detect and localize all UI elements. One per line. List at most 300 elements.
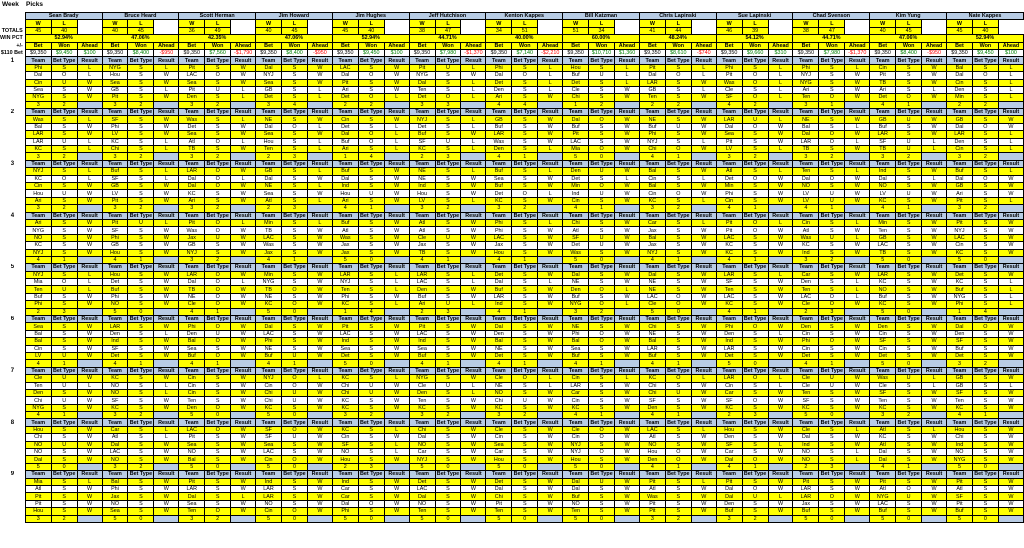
pick-bettype[interactable]: S (742, 338, 768, 345)
pick-bettype[interactable]: S (512, 426, 538, 433)
pick-result[interactable]: W (154, 123, 179, 130)
pick-team[interactable]: Det (332, 94, 358, 101)
pick-result[interactable]: W (768, 182, 793, 189)
pick-bettype[interactable]: S (205, 449, 231, 456)
pick-result[interactable]: W (615, 227, 640, 234)
pick-result[interactable]: L (768, 86, 793, 93)
pick-team[interactable]: Det (486, 352, 512, 359)
pick-result[interactable]: W (307, 434, 332, 441)
pick-bettype[interactable]: O (589, 426, 615, 433)
pick-team[interactable]: Pit (25, 493, 51, 500)
pick-result[interactable]: W (845, 493, 870, 500)
pick-bettype[interactable]: S (358, 271, 384, 278)
pick-result[interactable]: L (384, 271, 409, 278)
pick-result[interactable]: W (154, 293, 179, 300)
pick-bettype[interactable]: S (972, 382, 998, 389)
pick-team[interactable]: Ten (409, 397, 435, 404)
pick-result[interactable]: W (998, 478, 1023, 485)
pick-result[interactable]: W (768, 286, 793, 293)
pick-team[interactable]: LAC (793, 293, 819, 300)
pick-bettype[interactable]: S (665, 478, 691, 485)
pick-bettype[interactable]: O (819, 493, 845, 500)
pick-bettype[interactable]: S (281, 138, 307, 145)
pick-result[interactable]: W (307, 271, 332, 278)
pick-team[interactable]: Atl (256, 197, 282, 204)
pick-team[interactable]: TB (179, 146, 205, 153)
pick-result[interactable]: W (922, 330, 947, 337)
pick-result[interactable]: L (307, 197, 332, 204)
pick-result[interactable]: L (77, 279, 102, 286)
pick-result[interactable]: W (845, 249, 870, 256)
pick-team[interactable]: Den (102, 330, 128, 337)
pick-result[interactable]: W (615, 138, 640, 145)
pick-bettype[interactable]: S (896, 72, 922, 79)
pick-result[interactable]: W (384, 249, 409, 256)
pick-team[interactable]: Ari (25, 219, 51, 226)
pick-bettype[interactable]: S (972, 131, 998, 138)
pick-team[interactable]: Ari (332, 197, 358, 204)
pick-result[interactable]: W (845, 508, 870, 515)
pick-bettype[interactable]: S (281, 242, 307, 249)
pick-team[interactable]: Phi (102, 123, 128, 130)
pick-result[interactable]: L (615, 175, 640, 182)
pick-result[interactable]: W (922, 197, 947, 204)
pick-team[interactable]: Den (793, 279, 819, 286)
pick-bettype[interactable]: S (819, 389, 845, 396)
pick-bettype[interactable]: S (665, 382, 691, 389)
pick-team[interactable]: Cin (870, 330, 896, 337)
pick-team[interactable]: Buf (25, 293, 51, 300)
pick-result[interactable]: W (77, 197, 102, 204)
pick-team[interactable]: NE (256, 293, 282, 300)
pick-team[interactable]: NO (563, 500, 589, 507)
pick-team[interactable]: Jax (409, 242, 435, 249)
pick-result[interactable]: W (307, 441, 332, 448)
pick-bettype[interactable]: S (358, 434, 384, 441)
pick-result[interactable]: W (461, 486, 486, 493)
pick-team[interactable]: Phi (716, 190, 742, 197)
pick-result[interactable]: L (538, 79, 563, 86)
pick-team[interactable]: Buf (179, 352, 205, 359)
pick-result[interactable]: W (154, 249, 179, 256)
pick-bettype[interactable]: O (665, 301, 691, 308)
pick-result[interactable]: W (615, 293, 640, 300)
pick-result[interactable]: W (154, 449, 179, 456)
pick-bettype[interactable]: S (358, 249, 384, 256)
pick-bettype[interactable]: S (896, 249, 922, 256)
pick-team[interactable]: Den (716, 434, 742, 441)
pick-team[interactable]: LAR (716, 116, 742, 123)
pick-bettype[interactable]: S (51, 456, 77, 463)
pick-team[interactable]: LAR (716, 345, 742, 352)
pick-result[interactable]: W (384, 493, 409, 500)
pick-result[interactable]: W (154, 404, 179, 411)
pick-result[interactable]: W (691, 146, 716, 153)
pick-team[interactable]: SF (102, 227, 128, 234)
pick-bettype[interactable]: S (972, 182, 998, 189)
pick-result[interactable]: W (768, 456, 793, 463)
pick-result[interactable]: W (768, 190, 793, 197)
pick-result[interactable]: W (922, 64, 947, 71)
pick-team[interactable]: Ten (716, 286, 742, 293)
pick-result[interactable]: L (998, 94, 1023, 101)
pick-bettype[interactable]: U (51, 79, 77, 86)
pick-bettype[interactable]: S (896, 86, 922, 93)
pick-bettype[interactable]: S (205, 197, 231, 204)
pick-team[interactable]: Chi (332, 389, 358, 396)
pick-result[interactable]: W (615, 86, 640, 93)
pick-bettype[interactable]: S (435, 449, 461, 456)
pick-result[interactable]: W (538, 338, 563, 345)
pick-bettype[interactable]: S (512, 131, 538, 138)
pick-result[interactable]: W (768, 397, 793, 404)
pick-result[interactable]: W (461, 338, 486, 345)
pick-result[interactable]: W (154, 500, 179, 507)
pick-result[interactable]: W (77, 375, 102, 382)
pick-result[interactable]: W (615, 345, 640, 352)
pick-result[interactable]: W (922, 397, 947, 404)
pick-bettype[interactable]: S (281, 168, 307, 175)
pick-result[interactable]: W (845, 116, 870, 123)
pick-bettype[interactable]: S (819, 486, 845, 493)
pick-bettype[interactable]: S (972, 478, 998, 485)
pick-bettype[interactable]: O (281, 286, 307, 293)
pick-result[interactable]: W (845, 94, 870, 101)
pick-result[interactable]: W (615, 168, 640, 175)
pick-result[interactable]: W (998, 508, 1023, 515)
pick-result[interactable]: W (691, 227, 716, 234)
pick-bettype[interactable]: S (512, 508, 538, 515)
pick-bettype[interactable]: S (358, 301, 384, 308)
pick-bettype[interactable]: S (435, 352, 461, 359)
pick-bettype[interactable]: S (205, 249, 231, 256)
pick-team[interactable]: NO (486, 389, 512, 396)
pick-team[interactable]: GB (256, 86, 282, 93)
pick-team[interactable]: NYJ (947, 227, 973, 234)
pick-result[interactable]: W (615, 426, 640, 433)
pick-team[interactable]: GB (256, 168, 282, 175)
pick-result[interactable]: W (691, 434, 716, 441)
pick-result[interactable]: W (538, 508, 563, 515)
pick-team[interactable]: Was (332, 234, 358, 241)
pick-team[interactable]: Ten (793, 389, 819, 396)
pick-bettype[interactable]: S (665, 271, 691, 278)
pick-team[interactable]: Cin (256, 456, 282, 463)
pick-result[interactable]: W (768, 234, 793, 241)
pick-bettype[interactable]: O (742, 397, 768, 404)
pick-team[interactable]: Phi (25, 301, 51, 308)
pick-bettype[interactable]: S (51, 500, 77, 507)
pick-bettype[interactable]: S (281, 323, 307, 330)
pick-team[interactable]: LAR (793, 493, 819, 500)
pick-result[interactable]: L (768, 375, 793, 382)
pick-team[interactable]: Min (870, 219, 896, 226)
pick-team[interactable]: GB (947, 382, 973, 389)
pick-result[interactable]: W (538, 323, 563, 330)
pick-result[interactable]: W (922, 72, 947, 79)
pick-team[interactable]: Car (332, 493, 358, 500)
pick-result[interactable]: W (154, 486, 179, 493)
pick-result[interactable]: W (768, 123, 793, 130)
pick-result[interactable]: W (538, 286, 563, 293)
pick-team[interactable]: NYG (25, 404, 51, 411)
pick-result[interactable]: L (231, 116, 256, 123)
pick-bettype[interactable]: S (819, 397, 845, 404)
pick-team[interactable]: Den (947, 138, 973, 145)
pick-result[interactable]: W (922, 131, 947, 138)
pick-team[interactable]: Cin (563, 397, 589, 404)
pick-result[interactable]: L (768, 271, 793, 278)
pick-team[interactable]: Ind (947, 441, 973, 448)
pick-team[interactable]: Det (332, 352, 358, 359)
pick-team[interactable]: Pit (639, 508, 665, 515)
pick-bettype[interactable]: S (281, 279, 307, 286)
pick-result[interactable]: W (768, 301, 793, 308)
pick-result[interactable]: W (615, 456, 640, 463)
pick-result[interactable]: W (154, 131, 179, 138)
pick-result[interactable]: L (154, 138, 179, 145)
pick-result[interactable]: W (691, 493, 716, 500)
pick-team[interactable]: Sea (486, 175, 512, 182)
pick-team[interactable]: Hou (25, 190, 51, 197)
pick-team[interactable]: Det (102, 279, 128, 286)
pick-team[interactable]: Ari (332, 146, 358, 153)
pick-bettype[interactable]: S (589, 175, 615, 182)
pick-result[interactable]: L (538, 382, 563, 389)
pick-result[interactable]: L (691, 86, 716, 93)
pick-team[interactable]: KC (25, 175, 51, 182)
pick-team[interactable]: KC (639, 197, 665, 204)
pick-result[interactable]: L (922, 175, 947, 182)
pick-result[interactable]: W (922, 478, 947, 485)
pick-team[interactable]: Was (179, 116, 205, 123)
pick-result[interactable]: L (77, 72, 102, 79)
pick-result[interactable]: W (768, 426, 793, 433)
pick-bettype[interactable]: O (281, 375, 307, 382)
pick-result[interactable]: W (922, 123, 947, 130)
pick-bettype[interactable]: S (435, 146, 461, 153)
pick-bettype[interactable]: S (281, 131, 307, 138)
pick-bettype[interactable]: S (819, 72, 845, 79)
pick-team[interactable]: Was (179, 227, 205, 234)
pick-team[interactable]: Ten (332, 286, 358, 293)
pick-result[interactable]: W (77, 426, 102, 433)
pick-result[interactable]: W (998, 116, 1023, 123)
pick-team[interactable]: Chi (409, 426, 435, 433)
pick-bettype[interactable]: S (512, 352, 538, 359)
pick-team[interactable]: NYG (947, 293, 973, 300)
pick-result[interactable]: L (998, 138, 1023, 145)
pick-bettype[interactable]: U (51, 138, 77, 145)
pick-bettype[interactable]: S (435, 330, 461, 337)
pick-team[interactable]: TB (793, 146, 819, 153)
pick-team[interactable]: LAC (256, 234, 282, 241)
pick-bettype[interactable]: S (128, 123, 154, 130)
pick-team[interactable]: Cle (179, 301, 205, 308)
pick-result[interactable]: L (154, 426, 179, 433)
pick-team[interactable]: Atl (409, 227, 435, 234)
pick-result[interactable]: W (461, 293, 486, 300)
pick-team[interactable]: KC (332, 301, 358, 308)
pick-result[interactable]: W (615, 234, 640, 241)
pick-team[interactable]: Dal (409, 79, 435, 86)
pick-result[interactable]: L (615, 64, 640, 71)
pick-bettype[interactable]: S (358, 86, 384, 93)
pick-team[interactable]: LAC (870, 500, 896, 507)
pick-team[interactable]: KC (870, 404, 896, 411)
pick-result[interactable]: W (922, 293, 947, 300)
pick-team[interactable]: Det (563, 242, 589, 249)
pick-bettype[interactable]: S (972, 500, 998, 507)
pick-bettype[interactable]: S (665, 338, 691, 345)
pick-result[interactable]: L (922, 138, 947, 145)
pick-team[interactable]: Den (486, 86, 512, 93)
pick-team[interactable]: Sea (486, 441, 512, 448)
pick-bettype[interactable]: S (435, 397, 461, 404)
pick-bettype[interactable]: S (51, 116, 77, 123)
pick-team[interactable]: NO (102, 500, 128, 507)
pick-team[interactable]: Cin (563, 434, 589, 441)
pick-bettype[interactable]: S (205, 382, 231, 389)
pick-bettype[interactable]: O (589, 301, 615, 308)
pick-result[interactable]: W (307, 234, 332, 241)
pick-result[interactable]: L (998, 168, 1023, 175)
pick-team[interactable]: NO (102, 382, 128, 389)
pick-bettype[interactable]: S (512, 94, 538, 101)
pick-result[interactable]: L (691, 426, 716, 433)
pick-bettype[interactable]: S (281, 338, 307, 345)
pick-team[interactable]: Phi (639, 131, 665, 138)
pick-result[interactable]: W (307, 190, 332, 197)
pick-bettype[interactable]: S (819, 449, 845, 456)
pick-bettype[interactable]: S (896, 197, 922, 204)
pick-team[interactable]: Chi (639, 382, 665, 389)
pick-bettype[interactable]: S (205, 478, 231, 485)
pick-team[interactable]: Buf (793, 508, 819, 515)
pick-team[interactable]: Pit (102, 219, 128, 226)
pick-result[interactable]: W (77, 352, 102, 359)
pick-team[interactable]: Cin (25, 345, 51, 352)
pick-bettype[interactable]: O (51, 175, 77, 182)
pick-bettype[interactable]: S (589, 404, 615, 411)
pick-bettype[interactable]: S (896, 382, 922, 389)
pick-team[interactable]: NYJ (793, 72, 819, 79)
pick-result[interactable]: W (231, 323, 256, 330)
pick-team[interactable]: Bal (639, 182, 665, 189)
pick-bettype[interactable]: S (819, 64, 845, 71)
pick-team[interactable]: KC (639, 375, 665, 382)
pick-bettype[interactable]: U (589, 72, 615, 79)
pick-result[interactable]: W (538, 249, 563, 256)
pick-result[interactable]: W (691, 449, 716, 456)
pick-team[interactable]: Dal (25, 456, 51, 463)
pick-team[interactable]: Phi (102, 234, 128, 241)
pick-result[interactable]: L (461, 279, 486, 286)
pick-bettype[interactable]: S (742, 271, 768, 278)
pick-bettype[interactable]: S (589, 486, 615, 493)
pick-team[interactable]: LAR (179, 168, 205, 175)
pick-team[interactable]: Buf (409, 352, 435, 359)
pick-team[interactable]: KC (102, 404, 128, 411)
pick-result[interactable]: W (768, 345, 793, 352)
pick-result[interactable]: W (768, 478, 793, 485)
pick-bettype[interactable]: S (972, 375, 998, 382)
pick-bettype[interactable]: S (972, 293, 998, 300)
pick-bettype[interactable]: O (281, 123, 307, 130)
pick-result[interactable]: W (691, 323, 716, 330)
pick-team[interactable]: Cle (563, 426, 589, 433)
pick-team[interactable]: KC (332, 397, 358, 404)
pick-result[interactable]: W (77, 301, 102, 308)
pick-bettype[interactable]: S (512, 404, 538, 411)
pick-team[interactable]: KC (332, 426, 358, 433)
pick-result[interactable]: W (768, 131, 793, 138)
pick-team[interactable]: Phi (179, 323, 205, 330)
pick-team[interactable]: Dal (563, 271, 589, 278)
pick-bettype[interactable]: S (128, 397, 154, 404)
pick-result[interactable]: W (615, 131, 640, 138)
pick-result[interactable]: W (461, 500, 486, 507)
pick-result[interactable]: W (231, 434, 256, 441)
pick-team[interactable]: Pit (179, 86, 205, 93)
pick-result[interactable]: W (691, 508, 716, 515)
pick-team[interactable]: TB (179, 286, 205, 293)
pick-bettype[interactable]: S (358, 508, 384, 515)
pick-team[interactable]: LAR (639, 79, 665, 86)
pick-team[interactable]: Ten (25, 382, 51, 389)
pick-bettype[interactable]: S (128, 456, 154, 463)
pick-team[interactable]: NYJ (25, 249, 51, 256)
pick-bettype[interactable]: O (205, 182, 231, 189)
pick-result[interactable]: W (768, 175, 793, 182)
pick-team[interactable]: Was (716, 79, 742, 86)
pick-team[interactable]: KC (793, 242, 819, 249)
pick-bettype[interactable]: S (896, 79, 922, 86)
pick-bettype[interactable]: S (358, 182, 384, 189)
pick-result[interactable]: W (461, 493, 486, 500)
pick-result[interactable]: L (154, 434, 179, 441)
pick-team[interactable]: Bal (947, 64, 973, 71)
pick-bettype[interactable]: S (896, 426, 922, 433)
pick-bettype[interactable]: S (358, 456, 384, 463)
pick-result[interactable]: W (615, 330, 640, 337)
pick-bettype[interactable]: O (896, 486, 922, 493)
pick-team[interactable]: Det (486, 190, 512, 197)
pick-team[interactable]: Dal (332, 175, 358, 182)
pick-bettype[interactable]: U (742, 116, 768, 123)
pick-team[interactable]: Cin (639, 175, 665, 182)
pick-bettype[interactable]: S (51, 301, 77, 308)
pick-bettype[interactable]: S (128, 182, 154, 189)
pick-team[interactable]: SF (947, 389, 973, 396)
pick-bettype[interactable]: S (435, 434, 461, 441)
pick-bettype[interactable]: S (51, 242, 77, 249)
pick-bettype[interactable]: S (281, 146, 307, 153)
pick-team[interactable]: NO (870, 286, 896, 293)
pick-result[interactable]: W (231, 441, 256, 448)
pick-bettype[interactable]: S (665, 286, 691, 293)
pick-bettype[interactable]: S (665, 500, 691, 507)
pick-result[interactable]: W (538, 493, 563, 500)
pick-result[interactable]: W (998, 175, 1023, 182)
pick-team[interactable]: Car (716, 449, 742, 456)
pick-team[interactable]: Den (947, 330, 973, 337)
pick-team[interactable]: Dal (102, 441, 128, 448)
pick-team[interactable]: Atl (793, 227, 819, 234)
pick-team[interactable]: Dal (716, 456, 742, 463)
pick-result[interactable]: L (77, 64, 102, 71)
pick-bettype[interactable]: S (358, 397, 384, 404)
